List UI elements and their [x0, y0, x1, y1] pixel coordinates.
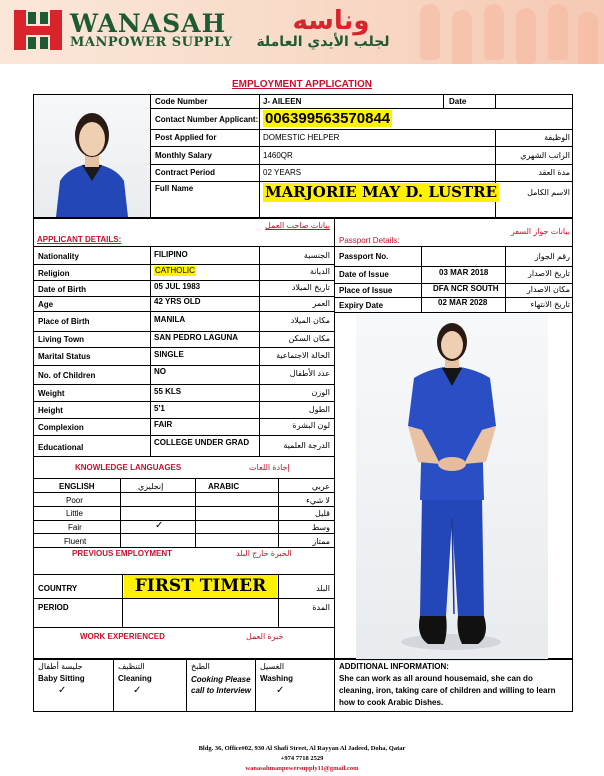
contract-period-label: Contract Period: [155, 168, 216, 177]
skill-baby-sitting-arabic: جليسة أطفال: [38, 662, 83, 671]
level-fair-arabic: وسط: [311, 523, 330, 532]
applicant-full-body-photo: [356, 314, 548, 661]
children-label: No. of Children: [38, 371, 96, 380]
marital-status-value: SINGLE: [154, 350, 184, 359]
age-arabic: العمر: [312, 299, 330, 308]
complexion-label: Complexion: [38, 423, 84, 432]
place-of-issue-arabic: مكان الاصدار: [526, 285, 570, 294]
weight-arabic: الوزن: [311, 388, 330, 397]
additional-info-text: She can work as all around housemaid, she can do cleaning, iron, taking care of children and willing to learn how to cook Arabic Dishes.: [339, 674, 556, 707]
post-applied-arabic: الوظيفة: [544, 133, 570, 142]
post-applied-value: DOMESTIC HELPER: [263, 133, 340, 142]
level-fair-english-check: ✓: [155, 520, 164, 531]
level-fluent-label: Fluent: [64, 537, 87, 546]
footer-address: Bldg. 36, Office#02, 930 Al Shafi Street, Al Rayyan Al Jadeed, Doha, Qatar: [198, 745, 406, 752]
full-name-label: Full Name: [155, 184, 194, 193]
monthly-salary-value: 1460QR: [263, 151, 293, 160]
level-little-arabic: قليل: [315, 509, 330, 518]
arabic-column-header: ARABIC: [208, 482, 240, 491]
date-label: Date: [449, 97, 467, 106]
country-value: FIRST TIMER: [124, 575, 277, 598]
children-value: NO: [154, 367, 166, 376]
living-town-value: SAN PEDRO LAGUNA: [154, 333, 239, 342]
date-of-issue-arabic: تاريخ الاصدار: [527, 269, 570, 278]
date-of-issue-label: Date of Issue: [339, 270, 389, 279]
skill-cleaning-label: Cleaning: [118, 674, 152, 683]
passport-details-heading: Passport Details:: [339, 236, 400, 245]
document-title: EMPLOYMENT APPLICATION: [232, 79, 372, 90]
applicant-details-heading: APPLICANT DETAILS:: [37, 235, 122, 244]
letterhead: [0, 0, 604, 64]
nationality-value: FILIPINO: [154, 250, 188, 259]
work-experienced-heading-arabic: خبرة العمل: [246, 632, 284, 641]
passport-number-arabic: رقم الجواز: [534, 252, 570, 261]
date-of-birth-label: Date of Birth: [38, 285, 86, 294]
age-label: Age: [38, 300, 54, 309]
applicant-details-heading-arabic: بيانات صاحب العمل: [265, 221, 330, 230]
code-number-value: J- AILEEN: [263, 97, 302, 106]
complexion-value: FAIR: [154, 420, 173, 429]
marital-status-label: Marital Status: [38, 352, 91, 361]
brand-name-arabic: وناسه: [292, 6, 370, 36]
skill-cleaning-check: ✓: [133, 685, 142, 696]
level-little-label: Little: [66, 509, 83, 518]
weight-value: 55 KLS: [154, 387, 182, 396]
religion-label: Religion: [38, 269, 70, 278]
decorative-figure: [578, 12, 598, 64]
place-of-issue-value: DFA NCR SOUTH: [433, 284, 499, 293]
height-value: 5'1: [154, 404, 165, 413]
footer-email: wanasahmanpowersupply11@gmail.com: [245, 765, 359, 772]
level-fluent-arabic: ممتاز: [312, 537, 330, 546]
arabic-column-header-arabic: عربي: [311, 482, 330, 491]
date-of-issue-value: 03 MAR 2018: [439, 268, 489, 277]
post-applied-label: Post Applied for: [155, 133, 217, 142]
level-poor-label: Poor: [66, 496, 83, 505]
skill-baby-sitting-check: ✓: [58, 685, 67, 696]
skill-washing-label: Washing: [260, 674, 294, 683]
work-experienced-heading: WORK EXPERIENCED: [80, 632, 165, 641]
contact-number-label: Contact Number Applicant:: [155, 115, 259, 124]
decorative-figure: [548, 4, 568, 60]
educational-value: COLLEGE UNDER GRAD: [154, 438, 250, 447]
place-of-issue-label: Place of Issue: [339, 286, 393, 295]
age-value: 42 YRS OLD: [154, 297, 201, 306]
level-fair-label: Fair: [68, 523, 82, 532]
previous-employment-heading: PREVIOUS EMPLOYMENT: [72, 549, 173, 558]
brand-subtitle-arabic: لجلب الأيدي العاملة: [256, 34, 390, 50]
educational-label: Educational: [38, 443, 84, 452]
living-town-label: Living Town: [38, 335, 85, 344]
brand-subtitle: MANPOWER SUPPLY: [70, 35, 233, 50]
english-column-header-arabic: إنجليزي: [138, 482, 164, 491]
period-label: PERIOD: [38, 603, 69, 612]
complexion-arabic: لون البشرة: [292, 421, 330, 430]
previous-employment-heading-arabic: الخبرة خارج البلد: [236, 549, 292, 558]
place-of-birth-value: MANILA: [154, 315, 186, 324]
skill-cooking-label: Cooking Please call to Interview: [191, 675, 252, 695]
passport-details-heading-arabic: بيانات جواز السفر: [510, 227, 570, 236]
languages-heading: KNOWLEDGE LANGUAGES: [75, 463, 182, 472]
religion-value: CATHOLIC: [155, 266, 195, 275]
passport-number-label: Passport No.: [339, 252, 389, 261]
date-of-birth-arabic: تاريخ الميلاد: [291, 283, 330, 292]
full-name-value: MARJORIE MAY D. LUSTRE: [265, 183, 498, 201]
nationality-label: Nationality: [38, 252, 79, 261]
monthly-salary-label: Monthly Salary: [155, 151, 212, 160]
applicant-portrait: [34, 95, 150, 217]
skill-washing-arabic: الغسيل: [260, 662, 285, 671]
contact-number-value: 006399563570844: [265, 110, 391, 127]
height-arabic: الطول: [308, 405, 330, 414]
full-name-arabic: الاسم الكامل: [527, 188, 570, 197]
religion-arabic: الديانة: [309, 267, 330, 276]
place-of-birth-label: Place of Birth: [38, 317, 90, 326]
languages-heading-arabic: إجادة اللغات: [249, 463, 290, 472]
period-arabic: المدة: [312, 603, 330, 612]
children-arabic: عدد الأطفال: [289, 369, 330, 378]
expiry-date-label: Expiry Date: [339, 301, 384, 310]
skill-cleaning-arabic: التنظيف: [118, 662, 145, 671]
skill-washing-check: ✓: [276, 685, 285, 696]
height-label: Height: [38, 406, 63, 415]
footer-phone: +974 7718 2529: [280, 755, 324, 762]
nationality-arabic: الجنسية: [303, 251, 330, 260]
decorative-figure: [420, 4, 440, 60]
level-poor-arabic: لا شيء: [306, 496, 330, 505]
company-logo-icon: [12, 8, 64, 52]
monthly-salary-arabic: الراتب الشهري: [520, 151, 570, 160]
code-number-label: Code Number: [155, 97, 208, 106]
weight-label: Weight: [38, 389, 65, 398]
country-arabic: البلد: [316, 584, 330, 593]
educational-arabic: الدرجة العلمية: [283, 441, 330, 450]
skill-cooking-arabic: الطبخ: [191, 662, 210, 671]
skill-baby-sitting-label: Baby Sitting: [38, 674, 85, 683]
decorative-figure: [452, 10, 472, 64]
date-of-birth-value: 05 JUL 1983: [154, 282, 201, 291]
english-column-header: ENGLISH: [59, 482, 95, 491]
contract-period-value: 02 YEARS: [263, 168, 302, 177]
place-of-birth-arabic: مكان الميلاد: [290, 316, 330, 325]
contract-period-arabic: مدة العقد: [538, 168, 570, 177]
brand-name: WANASAH: [70, 9, 227, 38]
decorative-figure: [484, 4, 504, 60]
living-town-arabic: مكان السكن: [288, 334, 330, 343]
marital-status-arabic: الحالة الاجتماعية: [276, 351, 330, 360]
country-label: COUNTRY: [38, 584, 78, 593]
expiry-date-value: 02 MAR 2028: [438, 298, 488, 307]
decorative-figure: [516, 8, 536, 64]
additional-info-heading: ADDITIONAL INFORMATION:: [339, 662, 449, 671]
expiry-date-arabic: تاريخ الانتهاء: [530, 300, 570, 309]
